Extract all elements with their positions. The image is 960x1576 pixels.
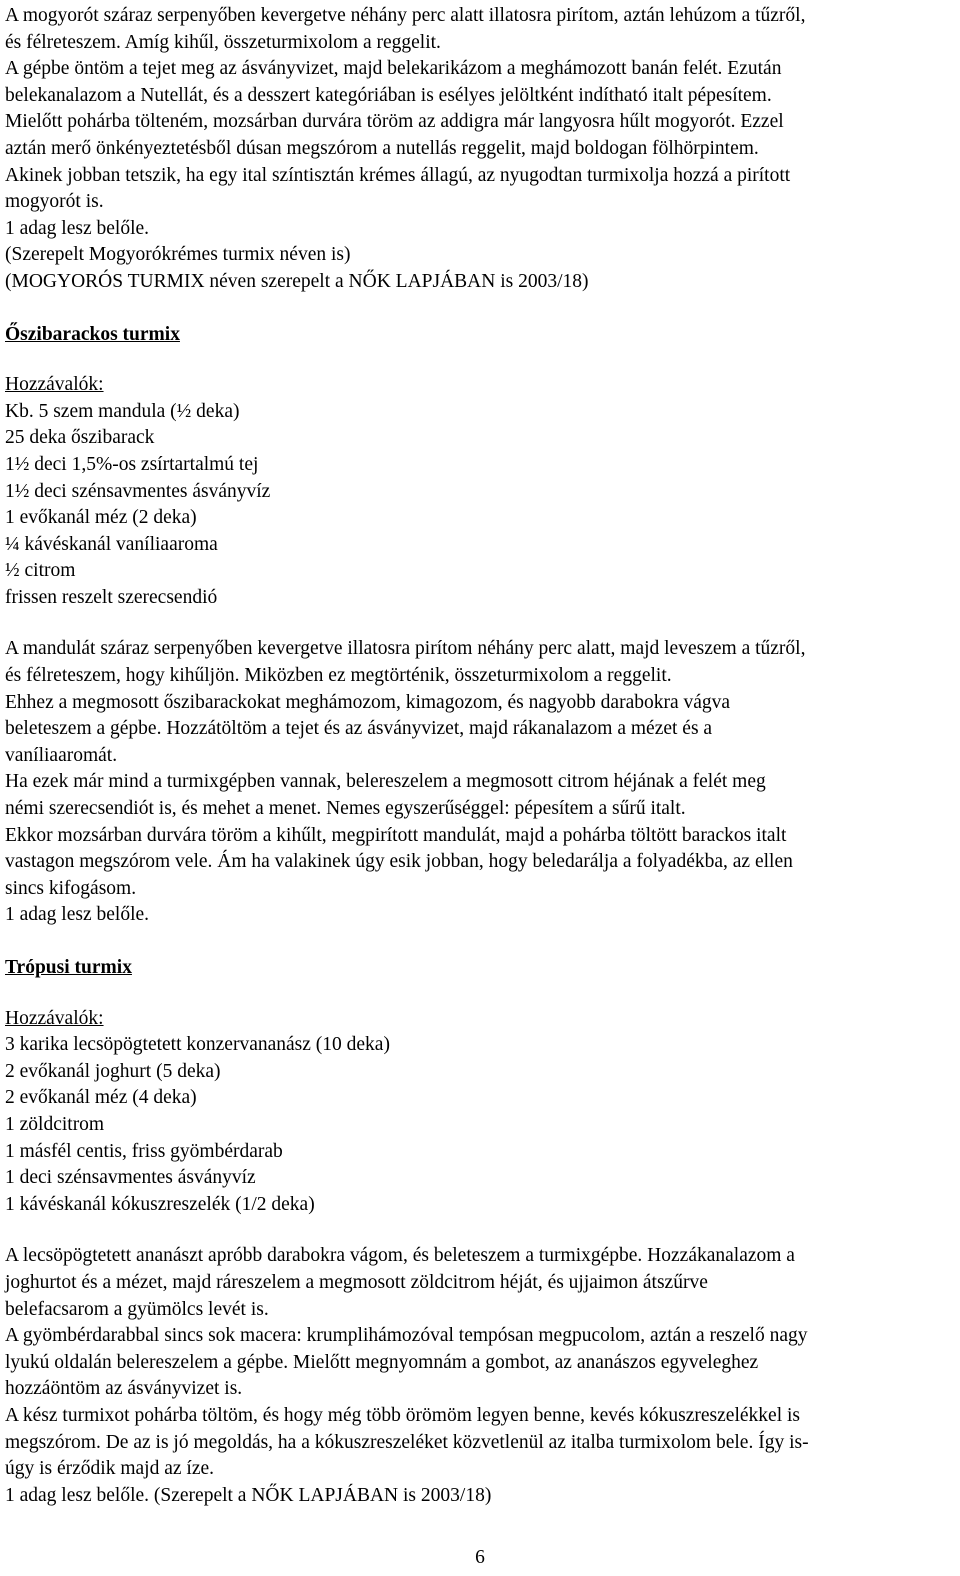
text-line: A kész turmixot pohárba töltöm, és hogy még több örömöm legyen benne, kevés kókuszreszelékkel is: [5, 1404, 800, 1426]
ingredient-item: ½ citrom: [5, 560, 76, 582]
text-line: némi szerecsendiót is, és mehet a menet. Nemes egyszerűséggel: pépesítem a sűrű italt.: [5, 798, 686, 820]
serving-note: 1 adag lesz belőle.: [5, 904, 150, 926]
text-line: és félreteszem. Amíg kihűl, összeturmixolom a reggelit.: [5, 31, 441, 53]
text-line: vastagon megszórom vele. Ám ha valakinek úgy esik jobban, hogy beledarálja a folyadékba, az ellen: [5, 851, 793, 873]
ingredient-item: 2 evőkanál méz (4 deka): [5, 1087, 197, 1109]
text-line: aztán merő önkényeztetésből dúsan megszórom a nutellás reggelit, majd boldogan fölhörpintem.: [5, 137, 759, 159]
text-line: lyukú oldalán belereszelem a gépbe. Mielőtt megnyomnám a gombot, az ananászos egyveleghez: [5, 1351, 759, 1373]
ingredient-item: 1 kávéskanál kókuszreszelék (1/2 deka): [5, 1193, 315, 1215]
ingredient-item: 1 másfél centis, friss gyömbérdarab: [5, 1140, 283, 1162]
text-line: A mogyorót száraz serpenyőben kevergetve néhány perc alatt illatosra pirítom, aztán lehúzom a tűzről,: [5, 5, 806, 26]
ingredients-list: [5, 399, 955, 612]
ingredients-label: Hozzávalók:: [5, 374, 104, 396]
ingredient-item: 1 evőkanál méz (2 deka): [5, 507, 197, 529]
text-line: Ehhez a megmosott őszibarackokat meghámozom, kimagozom, és nagyobb darabokra vágva: [5, 691, 731, 713]
text-line: és félreteszem, hogy kihűljön. Miközben ez megtörténik, összeturmixolom a reggelit.: [5, 665, 672, 687]
ingredient-item: ¼ kávéskanál vaníliaaroma: [5, 533, 218, 555]
source-note: (Szerepelt Mogyorókrémes turmix néven is): [5, 244, 351, 266]
text-line: Ha ezek már mind a turmixgépben vannak, belereszelem a megmosott citrom héjának a felét meg: [5, 771, 766, 793]
ingredients-list: [5, 1032, 955, 1218]
text-line: A gépbe öntöm a tejet meg az ásványvizet, majd belekarikázom a meghámozott banán felét. Ezután: [5, 58, 782, 80]
text-line: mogyorót is.: [5, 191, 104, 213]
text-line: joghurtot és a mézet, majd ráreszelem a megmosott zöldcitrom héját, és ujjaimon átszűrve: [5, 1271, 708, 1293]
text-line: A gyömbérdarabbal sincs sok macera: krumplihámozóval tempósan megpucolom, aztán a reszelő nagy: [5, 1325, 808, 1347]
serving-note: 1 adag lesz belőle.: [5, 217, 150, 239]
recipe-title-oszibarackos: Őszibarackos turmix: [5, 323, 180, 345]
text-line: úgy is érződik majd az íze.: [5, 1458, 215, 1480]
ingredient-item: 1 zöldcitrom: [5, 1113, 105, 1135]
method-paragraph: [5, 636, 955, 929]
document-page: [5, 3, 955, 1509]
text-line: Mielőtt pohárba tölteném, mozsárban durvára töröm az addigra már langyosra hűlt mogyorót. Ezzel: [5, 111, 784, 133]
source-note: (MOGYORÓS TURMIX néven szerepelt a NŐK LAPJÁBAN is 2003/18): [5, 270, 589, 292]
ingredients-label: Hozzávalók:: [5, 1007, 104, 1029]
text-line: megszórom. De az is jó megoldás, ha a kókuszreszeléket közvetlenül az italba turmixolom bele. Így is-: [5, 1431, 809, 1453]
ingredient-item: 1½ deci 1,5%-os zsírtartalmú tej: [5, 453, 259, 475]
serving-note: 1 adag lesz belőle. (Szerepelt a NŐK LAPJÁBAN is 2003/18): [5, 1484, 492, 1506]
text-line: sincs kifogásom.: [5, 877, 137, 899]
text-line: A lecsöpögtetett ananászt apróbb darabokra vágom, és beleteszem a turmixgépbe. Hozzákanalazom a: [5, 1245, 795, 1267]
text-line: belefacsarom a gyümölcs levét is.: [5, 1298, 269, 1320]
ingredient-item: Kb. 5 szem mandula (½ deka): [5, 400, 240, 422]
text-line: Ekkor mozsárban durvára töröm a kihűlt, megpirított mandulát, majd a pohárba töltött barackos italt: [5, 824, 787, 846]
page-number: 6: [475, 1547, 485, 1568]
text-line: A mandulát száraz serpenyőben kevergetve illatosra pirítom néhány perc alatt, majd leveszem a tűzről,: [5, 638, 806, 660]
ingredient-item: 3 karika lecsöpögtetett konzervananász (10 deka): [5, 1034, 390, 1056]
text-line: belekanalazom a Nutellát, és a desszert kategóriában is esélyes jelöltként indítható italt pépesítem.: [5, 84, 772, 106]
intro-paragraph: [5, 3, 955, 296]
text-line: Akinek jobban tetszik, ha egy ital színtisztán krémes állagú, az nyugodtan turmixolja hozzá a pirított: [5, 164, 791, 186]
ingredient-item: 1 deci szénsavmentes ásványvíz: [5, 1167, 256, 1189]
ingredient-item: 2 evőkanál joghurt (5 deka): [5, 1060, 221, 1082]
method-paragraph: [5, 1243, 955, 1509]
text-line: beleteszem a gépbe. Hozzátöltöm a tejet és az ásványvizet, majd rákanalazom a mézet és a: [5, 718, 713, 740]
text-line: hozzáöntöm az ásványvizet is.: [5, 1378, 243, 1400]
ingredient-item: frissen reszelt szerecsendió: [5, 586, 218, 608]
ingredient-item: 1½ deci szénsavmentes ásványvíz: [5, 480, 271, 502]
text-line: vaníliaaromát.: [5, 744, 118, 766]
recipe-title-tropusi: Trópusi turmix: [5, 957, 132, 978]
ingredient-item: 25 deka őszibarack: [5, 427, 155, 449]
